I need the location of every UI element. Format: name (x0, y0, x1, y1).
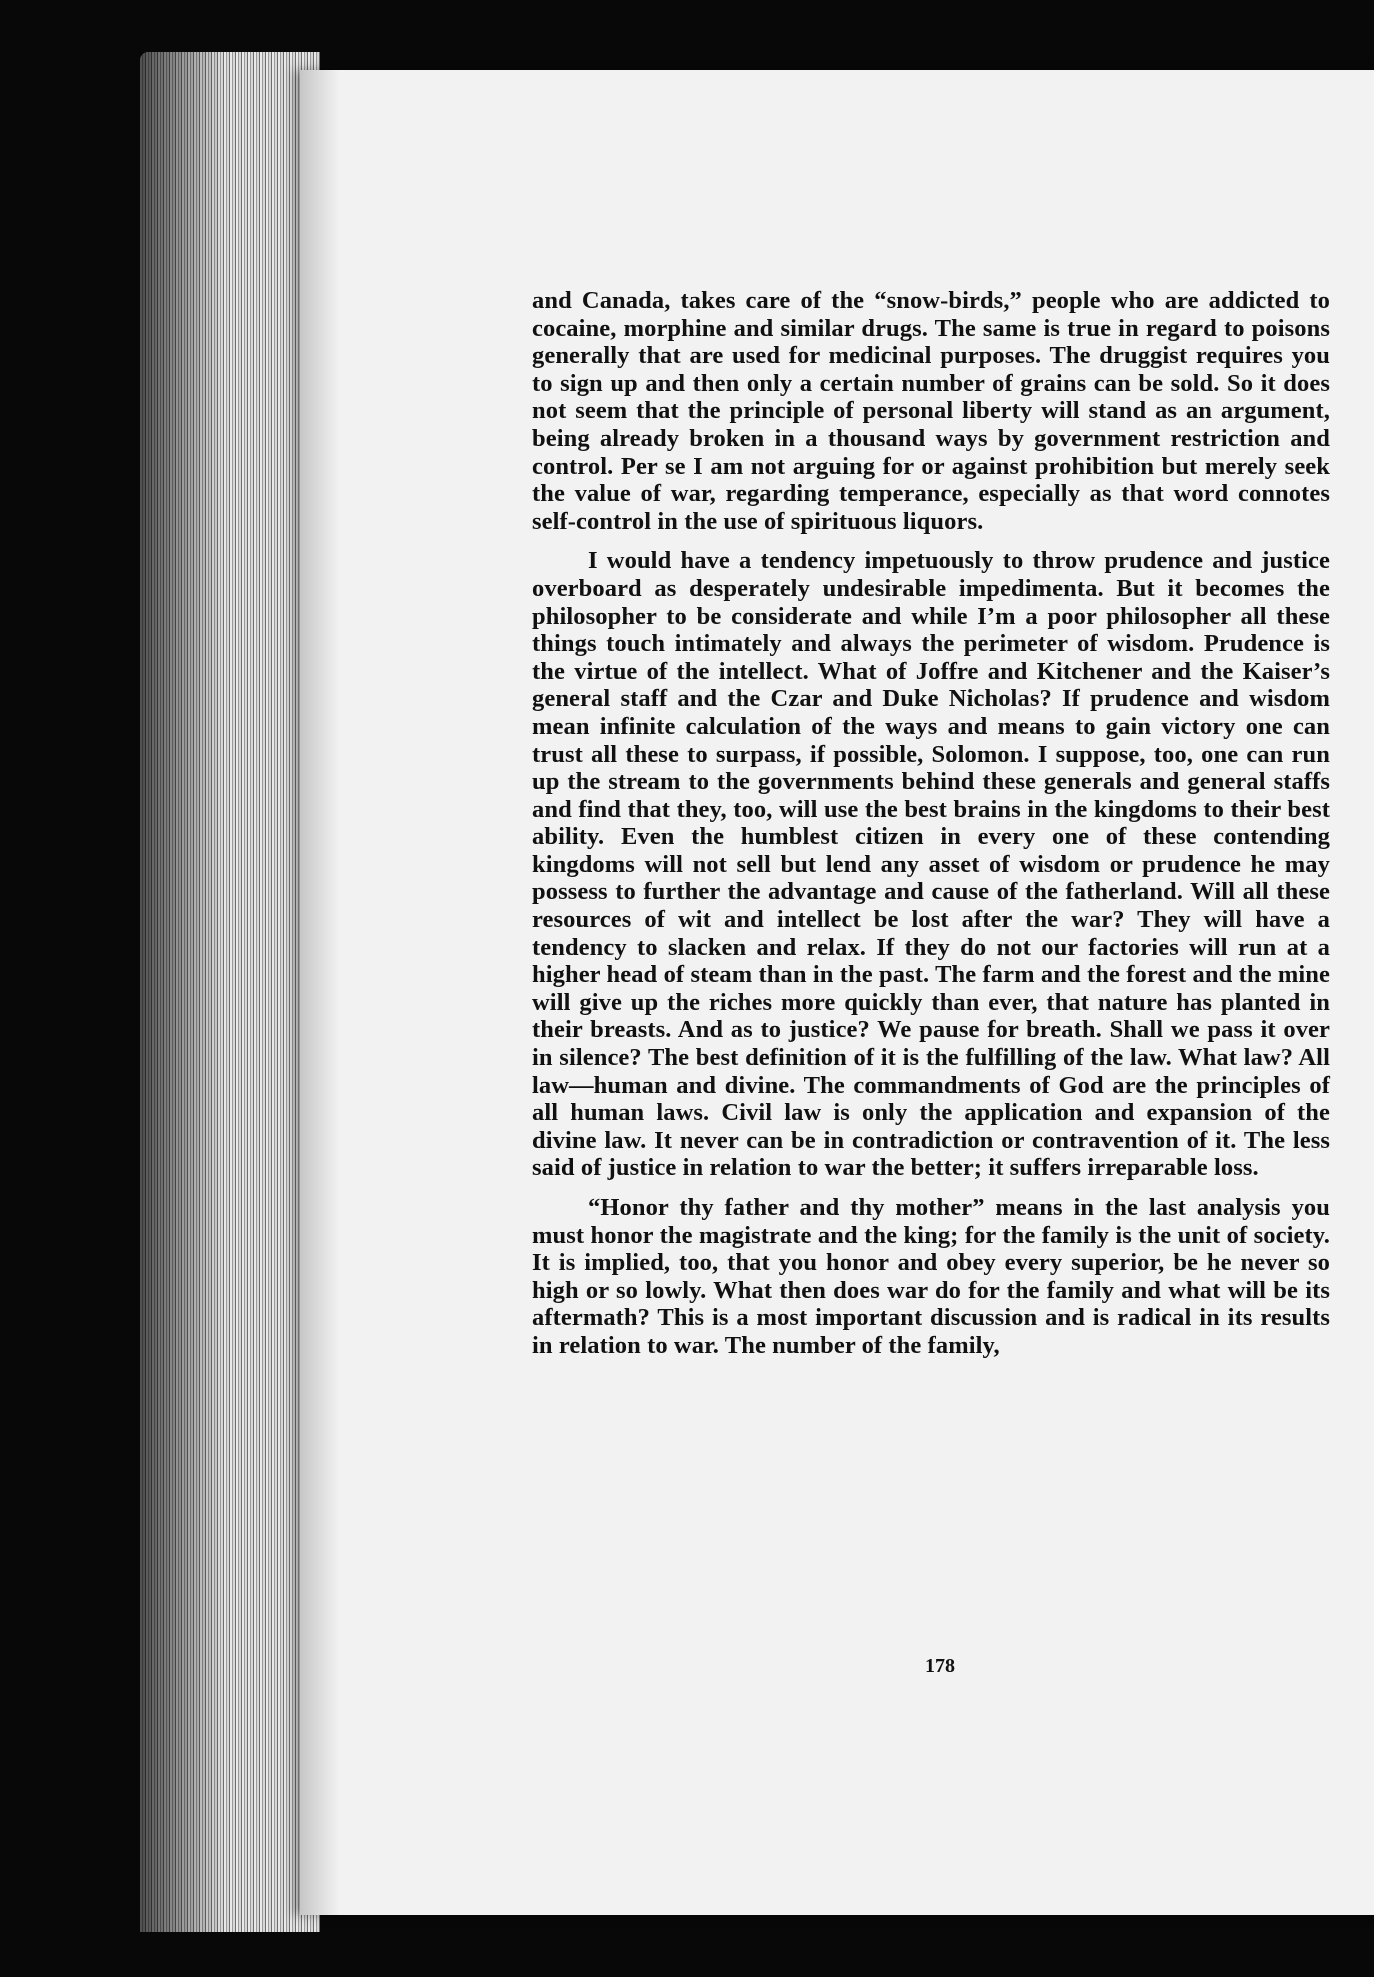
body-text (532, 287, 1330, 1360)
page-number: 178 (925, 1655, 955, 1677)
book-edge-shadow (140, 52, 220, 1932)
paragraph-3: “Honor thy father and thy mother” means in the last analysis you must honor the magistrate and the king; for the family is the unit of society. It is implied, too, that you honor and obey every superior, be he never so high or so lowly. What then does war do for the family and what will be its aftermath? This is a most important discussion and is radical in its results in relation to war. The number of the family, (532, 1194, 1330, 1359)
paragraph-2: I would have a tendency impetuously to throw prudence and justice overboard as desperately undesirable impedimenta. But it becomes the philosopher to be considerate and while I’m a poor philosopher all these things touch intimately and always the perimeter of wisdom. Prudence is the virtue of the intellect. What of Joffre and Kitchener and the Kaiser’s general staff and the Czar and Duke Nicholas? If prudence and wisdom mean infinite calculation of the ways and means to gain victory one can trust all these to surpass, if possible, Solomon. I suppose, too, one can run up the stream to the governments behind these generals and general staffs and find that they, too, will use the best brains in the kingdoms to their best ability. Even the humblest citizen in every one of these contending kingdoms will not sell but lend any asset of wisdom or prudence he may possess to further the advantage and cause of the fatherland. Will all these resources of wit and intellect be lost after the war? They will have a tendency to slacken and relax. If they do not our factories will run at a higher head of steam than in the past. The farm and the forest and the mine will give up the riches more quickly than ever, that nature has planted in their breasts. And as to justice? We pause for breath. Shall we pass it over in silence? The best definition of it is the fulfilling of the law. What law? All law—human and divine. The commandments of God are the principles of all human laws. Civil law is only the application and expansion of the divine law. It never can be in contradiction or contravention of it. The less said of justice in relation to war the better; it suffers irreparable loss. (532, 547, 1330, 1182)
paragraph-1: and Canada, takes care of the “snow-birds,” people who are addicted to cocaine, morphine and similar drugs. The same is true in regard to poisons generally that are used for medicinal purposes. The druggist requires you to sign up and then only a certain number of grains can be sold. So it does not seem that the principle of personal liberty will stand as an argument, being already broken in a thousand ways by government restriction and control. Per se I am not arguing for or against prohibition but merely seek the value of war, regarding temperance, especially as that word connotes self-control in the use of spirituous liquors. (532, 287, 1330, 535)
